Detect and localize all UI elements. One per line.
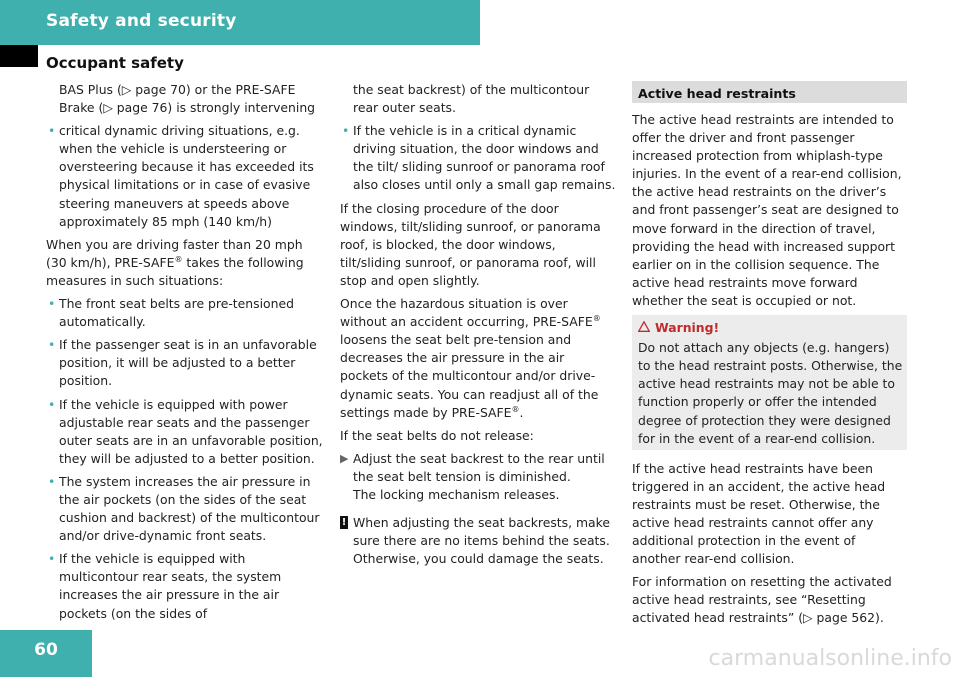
paragraph-driving <box>46 236 326 290</box>
section-header-bar <box>632 81 907 103</box>
paragraph-hazard-over <box>340 295 616 422</box>
paragraph-text: takes the following measures in such situations: <box>46 254 304 288</box>
warning-box <box>632 315 907 450</box>
registered-mark: ® <box>592 314 601 323</box>
paragraph-info: For information on resetting the activated active head restraints, see “Resetting activated head restraints” (▷ page 562). <box>632 574 892 626</box>
warning-triangle-icon <box>638 319 650 337</box>
list-item <box>46 295 326 331</box>
bullet-text: If the vehicle is equipped with power adjustable rear seats and the passenger outer seats are in an unfavorable position, they will be adjusted to a better position. <box>59 396 323 466</box>
column-2 <box>340 81 616 573</box>
note-text: When adjusting the seat backrests, make sure there are no items behind the seats. Otherwise, you could damage the seats. <box>353 515 610 567</box>
bullet-icon: • <box>48 473 56 489</box>
continued-text: the seat backrest) of the multicontour rear outer seats. <box>353 82 590 116</box>
list-item <box>46 122 326 231</box>
damage-note <box>340 514 616 568</box>
bullet-text: If the passenger seat is in an unfavorable position, it will be adjusted to a better position. <box>59 337 317 389</box>
step-result: The locking mechanism releases. <box>353 486 560 502</box>
page-number: 60 <box>34 640 58 660</box>
column-1 <box>46 81 326 628</box>
bullet-icon: • <box>48 337 56 353</box>
bullet-icon: • <box>48 396 56 412</box>
list-item <box>46 473 326 545</box>
bullet-text: If the vehicle is in a critical dynamic driving situation, the door windows and the tilt/ sliding sunroof or panorama roof also closes until only a small gap remains. <box>353 123 616 193</box>
bullet-text: The front seat belts are pre-tensioned automatically. <box>59 296 294 330</box>
step-text: Adjust the seat backrest to the rear until the seat belt tension is diminished. <box>353 450 605 484</box>
step-arrow-icon: ▶ <box>340 451 349 465</box>
bullet-icon: • <box>48 551 56 567</box>
list-item <box>46 336 326 390</box>
registered-mark: ® <box>511 404 520 414</box>
section-title: Safety and security <box>46 11 237 31</box>
paragraph-text: loosens the seat belt pre-tension and decreases the air pressure in the air pockets of the multicontour and/or drive-dynamic seats. You can readjust all of the settings made by PRE-SAFE <box>340 332 599 420</box>
section-header-title: Active head restraints <box>638 86 796 101</box>
warning-title: Warning! <box>655 320 720 336</box>
bullet-icon: • <box>48 296 56 312</box>
bullet-text: The system increases the air pressure in the air pockets (on the sides of the seat cushion and backrest) of the multicontour and/or drive-dynamic front seats. <box>59 473 320 544</box>
paragraph-intro: The active head restraints are intended to offer the driver and front passenger increased protection from whiplash-type injuries. In the event of a rear-end collision, the active head restraints on the driver’s and front passenger’s seat are designed to move forward in the direction of travel, providing the head with increased support earlier on in the collision sequence. The active head restraints move forward whether the seat is occupied or not. <box>632 112 902 308</box>
instruction-step <box>340 450 616 504</box>
bullet-icon: • <box>48 123 56 139</box>
paragraph-text: When you are driving faster than 20 mph (30 km/h), PRE-SAFE <box>46 236 303 270</box>
intro-text <box>46 81 326 117</box>
bullet-text: If the vehicle is equipped with multicontour rear seats, the system increases the air pressure in the air pockets (on the sides of <box>59 551 282 621</box>
page-number-box <box>0 630 92 677</box>
intro-line-2: Brake (▷ page 76) is strongly intervening <box>59 100 316 116</box>
paragraph-triggered: If the active head restraints have been triggered in an accident, the active head restraints must be reset. Otherwise, the active head restraints cannot offer any additional protection in the event of another rear-end collision. <box>632 460 886 567</box>
list-item <box>46 550 326 622</box>
bullet-icon: • <box>342 123 350 139</box>
list-item <box>46 396 326 468</box>
registered-mark: ® <box>174 254 183 264</box>
paragraph-text: . <box>519 404 524 420</box>
header-band <box>0 0 480 45</box>
exclamation-icon: ! <box>341 517 347 529</box>
warning-header <box>638 319 903 337</box>
bullet-text: critical dynamic driving situations, e.g. when the vehicle is understeering or oversteering because it has exceeded its physical limitations or in case of evasive steering maneuvers at speeds above approximately 85 mph (140 km/h) <box>59 123 314 229</box>
intro-line-1: BAS Plus (▷ page 70) or the PRE-SAFE <box>59 82 296 97</box>
paragraph-release: If the seat belts do not release: <box>340 427 534 443</box>
paragraph-text: Once the hazardous situation is over without an accident occurring, PRE-SAFE <box>340 296 593 330</box>
subsection-title: Occupant safety <box>46 54 184 72</box>
list-item <box>340 122 616 194</box>
header-tab-marker <box>0 45 38 67</box>
column-3 <box>632 81 907 633</box>
warning-text: Do not attach any objects (e.g. hangers) to the head restraint posts. Otherwise, the active head restraints may not be able to function properly or offer the intended degree of protection they were designed for in the event of a rear-end collision. <box>638 340 903 446</box>
paragraph-closing: If the closing procedure of the door windows, tilt/sliding sunroof, or panorama roof, is blocked, the door windows, tilt/sliding sunroof, or panorama roof, will stop and open slightly. <box>340 200 601 288</box>
watermark: carmanualsonline.info <box>708 646 952 671</box>
